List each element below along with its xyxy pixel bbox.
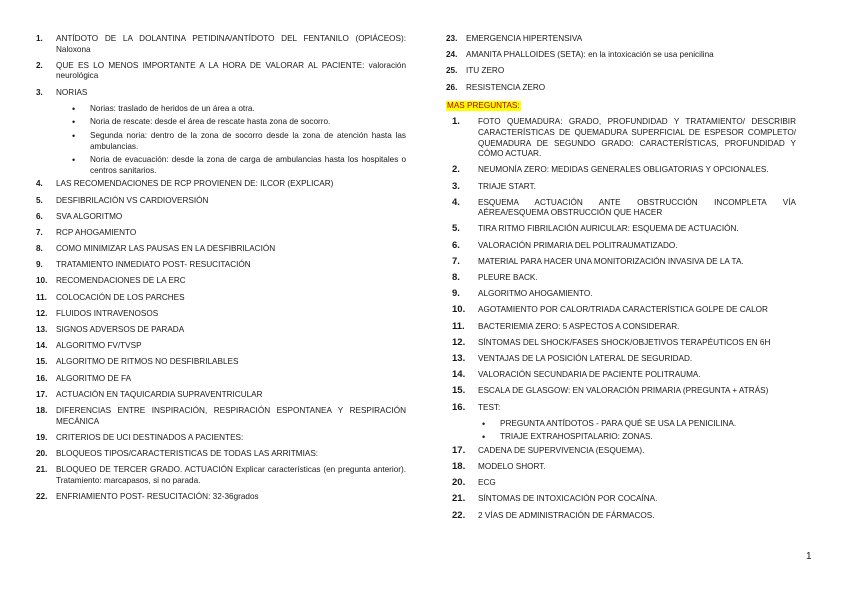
item-number: 5. (452, 223, 460, 235)
item-number: 14. (452, 369, 466, 381)
item-text: ITU ZERO (466, 66, 505, 76)
item-text: VENTAJAS DE LA POSICIÓN LATERAL DE SEGURIDAD. (478, 353, 693, 363)
bullet-icon: • (72, 155, 76, 166)
sub-bullet-item (482, 432, 796, 443)
item-number: 16. (36, 373, 48, 383)
list-item (36, 34, 406, 55)
list-item (36, 357, 406, 368)
item-text: DIFERENCIAS ENTRE INSPIRACIÓN, RESPIRACIÓN ESPONTANEA Y RESPIRACIÓN MECÁNICA (56, 405, 406, 426)
item-number: 13. (452, 352, 466, 364)
item-text: VALORACIÓN SECUNDARIA DE PACIENTE POLITRAUMA. (478, 370, 701, 380)
list-item (446, 386, 796, 397)
item-number: 7. (452, 255, 460, 267)
item-text: EMERGENCIA HIPERTENSIVA (466, 34, 583, 43)
item-number: 19. (36, 432, 48, 442)
item-text: ESQUEMA ACTUACIÓN ANTE OBSTRUCCIÓN INCOMPLETA VÍA AÉREA/ESQUEMA OBSTRUCCIÓN QUE HACER (478, 197, 796, 218)
list-item (446, 511, 796, 522)
item-text: MATERIAL PARA HACER UNA MONITORIZACIÓN INVASIVA DE LA TA. (478, 256, 744, 266)
item-number: 22. (452, 509, 466, 521)
item-number: 4. (36, 179, 43, 189)
item-text: FLUIDOS INTRAVENOSOS (56, 308, 159, 318)
item-number: 18. (36, 405, 48, 415)
item-number: 11. (452, 320, 465, 332)
item-text: MODELO SHORT. (478, 462, 546, 472)
list-item (36, 179, 406, 190)
item-text: AMANITA PHALLOIDES (SETA): en la intoxicación se usa penicilina (466, 50, 714, 60)
sub-bullet-text: Noria de evacuación: desde la zona de carga de ambulancias hasta los hospitales o centros sanitarios. (90, 155, 406, 175)
item-number: 26. (446, 82, 458, 92)
bullet-icon: • (72, 130, 76, 141)
list-item (36, 293, 406, 304)
right-list-top (446, 34, 796, 93)
item-number: 20. (452, 477, 466, 489)
item-number: 9. (452, 288, 460, 300)
item-number: 5. (36, 195, 43, 205)
item-text: ALGORITMO FV/TVSP (56, 341, 142, 351)
list-item (36, 276, 406, 287)
item-number: 2. (452, 164, 460, 176)
item-number: 10. (36, 276, 48, 286)
item-number: 8. (452, 272, 460, 284)
item-text: TRIAJE START. (478, 181, 536, 191)
item-text: COMO MINIMIZAR LAS PAUSAS EN LA DESFIBRILACIÓN (56, 244, 276, 254)
item-text: SIGNOS ADVERSOS DE PARADA (56, 325, 185, 334)
item-number: 8. (36, 244, 43, 254)
item-number: 12. (36, 308, 48, 318)
item-text: ESCALA DE GLASGOW: EN VALORACIÓN PRIMARIA (PREGUNTA + ATRÁS) (478, 386, 769, 396)
item-text: AGOTAMIENTO POR CALOR/TRIADA CARACTERÍSTICA GOLPE DE CALOR (478, 305, 768, 315)
bullet-icon: • (482, 432, 486, 443)
list-item (36, 244, 406, 255)
sub-bullet-item (482, 419, 796, 430)
left-column (36, 34, 406, 508)
list-item (36, 374, 406, 385)
item-number: 1. (452, 116, 460, 128)
item-number: 13. (36, 325, 48, 334)
list-item (446, 289, 796, 300)
item-number: 9. (36, 260, 43, 270)
list-item (36, 88, 406, 99)
item-text: SÍNTOMAS DEL SHOCK/FASES SHOCK/OBJETIVOS TERAPÉUTICOS EN 6H (478, 337, 771, 347)
item-number: 4. (452, 196, 460, 208)
list-item (446, 224, 796, 235)
item-number: 21. (36, 465, 48, 475)
item-text: NEUMONÍA ZERO: MEDIDAS GENERALES OBLIGATORIAS Y OPCIONALES. (478, 165, 769, 175)
bullet-icon: • (72, 117, 76, 128)
item-text: RCP AHOGAMIENTO (56, 227, 137, 237)
list-item (446, 34, 796, 45)
bullet-icon: • (482, 418, 486, 429)
item-number: 25. (446, 66, 458, 76)
item-text: ALGORITMO DE RITMOS NO DESFIBRILABLES (56, 357, 239, 367)
item-number: 7. (36, 227, 43, 237)
item-text: SVA ALGORITMO (56, 211, 123, 221)
item-text: CADENA DE SUPERVIVENCIA (ESQUEMA). (478, 445, 645, 455)
list-item (446, 198, 796, 219)
item-number: 20. (36, 448, 48, 458)
item-number: 17. (36, 389, 48, 399)
item-text: COLOCACIÓN DE LOS PARCHES (56, 292, 185, 302)
list-item (446, 478, 796, 489)
item-text: ENFRIAMIENTO POST- RESUCITACIÓN: 32-36grados (56, 491, 259, 501)
item-number: 3. (36, 87, 43, 97)
item-number: 6. (452, 239, 460, 251)
item-text: TRATAMIENTO INMEDIATO POST- RESUCITACIÓN (56, 260, 251, 270)
item-number: 2. (36, 60, 43, 70)
item-number: 10. (452, 304, 466, 316)
item-text: DESFIBRILACIÓN VS CARDIOVERSIÓN (56, 195, 209, 205)
sub-bullet-item (72, 131, 406, 152)
list-item (446, 494, 796, 505)
item-text: BACTERIEMIA ZERO: 5 ASPECTOS A CONSIDERAR. (478, 321, 680, 331)
item-text: SÍNTOMAS DE INTOXICACIÓN POR COCAÍNA. (478, 494, 658, 504)
item-text: VALORACIÓN PRIMARIA DEL POLITRAUMATIZADO. (478, 240, 678, 250)
mas-preguntas-heading: MAS PREGUNTAS: (447, 100, 520, 110)
right-column (446, 34, 796, 527)
sub-bullet-text: PREGUNTA ANTÍDOTOS - PARA QUÉ SE USA LA PENICILINA. (500, 418, 737, 428)
page-number: 1 (806, 551, 812, 562)
item-number: 15. (36, 357, 48, 367)
item-number: 11. (36, 292, 47, 302)
item-number: 22. (36, 491, 48, 501)
item-text: BLOQUEOS TIPOS/CARACTERISTICAS DE TODAS LAS ARRITMIAS: (56, 448, 319, 458)
item-text: ANTÍDOTO DE LA DOLANTINA PETIDINA/ANTÍDOTO DEL FENTANILO (OPIÁCEOS): Naloxona (56, 34, 406, 54)
list-item (446, 241, 796, 252)
list-item (446, 305, 796, 316)
sub-bullet-text: Noria de rescate: desde el área de rescate hasta zona de socorro. (90, 117, 331, 127)
list-item (446, 165, 796, 176)
item-text: CRITERIOS DE UCI DESTINADOS A PACIENTES: (56, 432, 244, 442)
item-number: 23. (446, 34, 458, 43)
list-item (36, 212, 406, 223)
item-text: PLEURE BACK. (478, 273, 538, 283)
list-item (36, 406, 406, 427)
item-number: 21. (452, 493, 466, 505)
list-item (36, 341, 406, 352)
sub-bullet-text: TRIAJE EXTRAHOSPITALARIO: ZONAS. (500, 432, 653, 442)
sub-bullet-text: Segunda noria: dentro de la zona de socorro desde la zona de atención hasta las ambulancias. (90, 130, 406, 151)
list-item (446, 446, 796, 457)
list-item (446, 354, 796, 365)
item-text: 2 VÍAS DE ADMINISTRACIÓN DE FÁRMACOS. (478, 510, 655, 520)
item-text: TEST: (478, 402, 501, 412)
list-item (446, 338, 796, 349)
item-text: TIRA RITMO FIBRILACIÓN AURICULAR: ESQUEMA DE ACTUACIÓN. (478, 224, 739, 234)
list-item (446, 462, 796, 473)
item-number: 24. (446, 50, 458, 60)
item-text: NORIAS (56, 87, 88, 97)
list-item (36, 196, 406, 207)
item-number: 14. (36, 341, 48, 351)
item-text: ACTUACIÓN EN TAQUICARDIA SUPRAVENTRICULAR (56, 389, 263, 399)
right-list-more (446, 117, 796, 521)
list-item (446, 370, 796, 381)
item-number: 12. (452, 336, 466, 348)
list-item (446, 403, 796, 414)
item-text: RESISTENCIA ZERO (466, 82, 546, 92)
list-item (446, 182, 796, 193)
sub-bullet-text: Norias: traslado de heridos de un área a otra. (90, 103, 255, 113)
item-number: 16. (452, 401, 466, 413)
list-item (446, 273, 796, 284)
list-item (36, 390, 406, 401)
sub-bullet-item (72, 104, 406, 115)
list-item (36, 228, 406, 239)
item-text: FOTO QUEMADURA: GRADO, PROFUNDIDAD Y TRATAMIENTO/ DESCRIBIR CARACTERÍSTICAS DE QUEMADURA SUPERFICIAL DE ESPESOR COMPLETO/ QUEMADURA DE SEGUNDO GRADO: CARACTERÍSTICAS, PROFUNDIDAD Y CÓMO ACTUAR. (478, 117, 796, 159)
item-text: ALGORITMO AHOGAMIENTO. (478, 289, 593, 299)
list-item (36, 325, 406, 336)
list-item (446, 257, 796, 268)
list-item (446, 83, 796, 94)
list-item (36, 260, 406, 271)
bullet-icon: • (72, 103, 76, 114)
list-item (36, 465, 406, 486)
item-text: RECOMENDACIONES DE LA ERC (56, 276, 186, 286)
list-item (446, 117, 796, 159)
list-item (446, 322, 796, 333)
item-text: ALGORITMO DE FA (56, 373, 132, 383)
item-number: 1. (36, 34, 43, 43)
item-number: 6. (36, 211, 43, 221)
item-number: 15. (452, 385, 466, 397)
item-number: 17. (452, 444, 466, 456)
item-number: 18. (452, 461, 466, 473)
list-item (36, 61, 406, 82)
list-item (446, 50, 796, 61)
item-number: 3. (452, 180, 460, 192)
sub-bullet-item (72, 117, 406, 128)
list-item (36, 433, 406, 444)
list-item (36, 449, 406, 460)
list-item (36, 309, 406, 320)
item-text: LAS RECOMENDACIONES DE RCP PROVIENEN DE: ILCOR (EXPLICAR) (56, 179, 334, 189)
list-item (36, 492, 406, 503)
item-text: ECG (478, 478, 496, 488)
list-item (446, 66, 796, 77)
sub-bullet-item (72, 155, 406, 176)
item-text: BLOQUEO DE TERCER GRADO. ACTUACIÓN Explicar características (en pregunta anterior). Tratamiento: marcapasos, si no parada. (56, 465, 406, 485)
item-text: QUE ES LO MENOS IMPORTANTE A LA HORA DE VALORAR AL PACIENTE: valoración neurológica (56, 60, 406, 81)
